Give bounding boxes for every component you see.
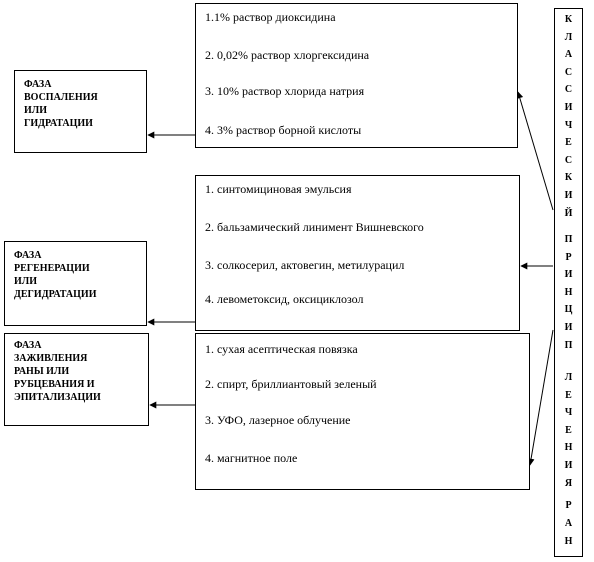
treatment-item: 2. бальзамический линимент Вишневского — [205, 220, 424, 234]
arrow-principle-to-treatment3 — [530, 330, 553, 465]
principle-letter: И — [564, 322, 573, 333]
principle-letter: И — [564, 460, 573, 471]
principle-letter: Ц — [564, 304, 573, 316]
phase-line: ВОСПАЛЕНИЯ — [24, 92, 98, 103]
phase-line: ДЕГИДРАТАЦИИ — [14, 289, 97, 300]
phase-line: ГИДРАТАЦИИ — [24, 118, 93, 129]
treatment-item: 2. 0,02% раствор хлоргексидина — [205, 48, 370, 62]
principle-letter: А — [564, 518, 573, 529]
principle-letter: Р — [565, 251, 572, 263]
phase-line: ФАЗА — [24, 79, 52, 90]
treatment-item: 1.1% раствор диоксидина — [205, 10, 336, 24]
principle-letter: А — [564, 49, 573, 61]
principle-letter: К — [564, 172, 573, 184]
treatment-item: 3. солкосерил, актовегин, метилурацил — [205, 258, 405, 272]
phase-line: РУБЦЕВАНИЯ И — [14, 379, 95, 390]
phase-line: РАНЫ ИЛИ — [14, 366, 70, 377]
phase-healing-box — [4, 333, 149, 426]
treatment-item: 1. синтомициновая эмульсия — [205, 182, 352, 196]
principle-letter: К — [564, 14, 573, 25]
principle-letter: С — [564, 66, 573, 78]
principle-letter: Я — [564, 477, 573, 489]
principle-letter: С — [564, 154, 573, 166]
principle-letter: Е — [565, 137, 572, 149]
principle-letter: Й — [564, 207, 573, 219]
principle-letter: И — [564, 102, 573, 113]
principle-letter: Ч — [564, 119, 573, 131]
treatment-list-regeneration — [195, 175, 520, 331]
treatment-item: 4. 3% раствор борной кислоты — [205, 123, 362, 137]
phase-line: ЗАЖИВЛЕНИЯ — [14, 353, 88, 364]
phase-line: ФАЗА — [14, 250, 42, 261]
phase-line: РЕГЕНЕРАЦИИ — [14, 263, 90, 274]
treatment-item: 3. 10% раствор хлорида натрия — [205, 84, 365, 98]
principle-letter: С — [564, 84, 573, 96]
principle-letter: Ч — [564, 407, 573, 419]
principle-letter: Н — [564, 442, 573, 454]
treatment-item: 2. спирт, бриллиантовый зеленый — [205, 377, 377, 391]
principle-letter: П — [564, 234, 573, 245]
treatment-list-healing — [195, 333, 530, 490]
arrow-principle-to-treatment1 — [518, 92, 553, 210]
principle-letter: Е — [565, 389, 572, 401]
principle-letter: Н — [564, 536, 573, 547]
treatment-item: 4. левометоксид, оксициклозол — [205, 292, 364, 306]
principle-letter: П — [564, 339, 573, 351]
principle-letter: Л — [564, 372, 573, 383]
phase-inflammation-box — [14, 70, 147, 153]
treatment-item: 3. УФО, лазерное облучение — [205, 413, 351, 427]
classical-principle-box — [554, 8, 583, 557]
phase-regeneration-box — [4, 241, 147, 326]
treatment-item: 1. сухая асептическая повязка — [205, 342, 358, 356]
phase-line: ФАЗА — [14, 340, 42, 351]
principle-letter: Р — [565, 500, 572, 511]
principle-letter: И — [564, 190, 573, 201]
phase-line: ИЛИ — [24, 105, 48, 116]
phase-line: ЭПИТАЛИЗАЦИИ — [14, 392, 101, 403]
principle-letter: Е — [565, 424, 572, 436]
principle-letter: Л — [564, 31, 573, 43]
phase-line: ИЛИ — [14, 276, 38, 287]
principle-letter: И — [564, 269, 573, 281]
treatment-item: 4. магнитное поле — [205, 451, 298, 465]
treatment-list-inflammation — [195, 3, 518, 148]
principle-letter: Н — [564, 286, 573, 298]
